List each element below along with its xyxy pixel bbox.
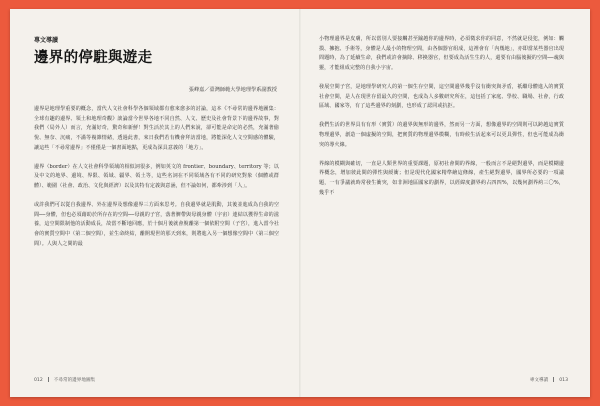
right-body-text [319,35,564,208]
left-body-text [34,105,279,259]
paragraph: 我們生活的世界具有有形（實質）的邊界與無形的邊界，然而另一方面，想像邊界的空間則可以跨越這實質物理邊界，創造一個虛擬的空間，把實質的物理邊界模糊，有時候生活起來可以更具彈性，但也可能成為衝突的導火線。 [319,122,564,148]
footer-divider [48,377,49,382]
author-byline: 張峰嘉／臺灣師範大學地理學系副教授 [188,87,277,93]
right-page [301,9,590,397]
left-footer [34,377,95,383]
right-footer [530,377,568,383]
page-number: 013 [559,378,568,383]
paragraph: 邊界（border）在人文社會科學領域的相似詞很多，例如英文的 frontier、boundary、territory 等；以及中文的地界、邊境、界限、領域、疆界、領土等，這些名詞在不同領域各有不同的研究對象（個體或群體）、範圍（社會、政治、文化與經濟）以及其特有定義與意涵，但不論如何，都牽涉到「人」。 [34,163,279,190]
paragraph: 界線的模糊與確切，一直是人類世界的重要課題，原初社會間的界線，一般而言不是絕對邊界，而是模糊邊界概念，增加彼此間的彈性與緩衝；但是現代化國家精準繪這條線，產生絕對邊界，國界所必要的一項議題，一有爭議就時常發生衝突，如非洲地區國家的劃界，以經緯度劃界約占四四%，以幾何劃界約三〇%，幾乎不 [319,160,564,196]
paragraph: 小物理邊界是皮膚，所以當別人要接觸甚至踰越你的邊界時，必須徵求你的同意，不然就是侵犯，例如：觸摸、擁抱、手術等，身體是人最小的物理空間，由各個器官組成，這裡會有「內幾地」，亦即當某些器官出現問題時，為了延續生命，我們或許會摘除、移換器官，但要成為活生生的人，還要有由腦後擬的空間──魂與靈，才能組成完整的自我小宇宙。 [319,36,564,72]
footer-divider [553,377,554,382]
article-title: 邊界的停駐與遊走 [34,50,153,66]
footer-section-label: 專文導讀 [529,378,549,383]
left-page [10,9,299,397]
book-spread [10,9,590,397]
footer-book-title: 不尋常的邊界地圖集 [53,378,96,383]
paragraph: 邊界是地理學重要的概念，當代人文社會科學各個領域都有愈來愈多的討論，這本《不尋常的邊界地圖集：全球有趣的邊界、領土和地理奇觀》談論當今世界各地不同自然、人文、歷史及社會背景下的邊界故事，對我們（局外人）而言，充滿好奇，驚奇和新鮮！對生活於其上的人們來說，卻可能是命定的必然，充滿著偷悅、無奈、沉痛，不滿等複雜情緒，透過此書，來日我們若有機會拜訪當地，將能深化人文空間感的體驗，讓這些「不尋常邊界」不僅僅是一個書面地點，更成為深具意義的「地方」。 [34,106,279,151]
section-label: 專文導讀 [34,37,59,44]
paragraph: 或許我們可以從自我邊界、外在邊界及想像邊界三方面來思考。自我邊界就是肌動，其後並進成為自我的空間──身體，但也必須藉助於所存在的空間──母親的子宮，落著臍帶與母親身體（宇宙）連結以獲得生命的滋養，這空間限制他的活動成長，故當不斷地回應，於十個月後就會脫離第一個依附空間（子宮），進入當今社會的實質空間中（第二個空間），並生命終結，離開現世的那天到來，則將進入另一個想像空間中（第三個空間）。人與人之間的最 [34,202,279,247]
page-number: 012 [34,378,43,383]
paragraph: 發展空間子宮，是地理學研究人的第一個生存空間，這空間邊界幾乎沒有衝突與矛盾，祇繼母體進入的實質社會空間，是人在現世存留最久的空間，也成為人多數研究所在，這包括了家庭、學校、職場、社會，行政區域、國家等，有了這些邊界的刻劃，也形成了認同或抗拒。 [319,84,564,110]
